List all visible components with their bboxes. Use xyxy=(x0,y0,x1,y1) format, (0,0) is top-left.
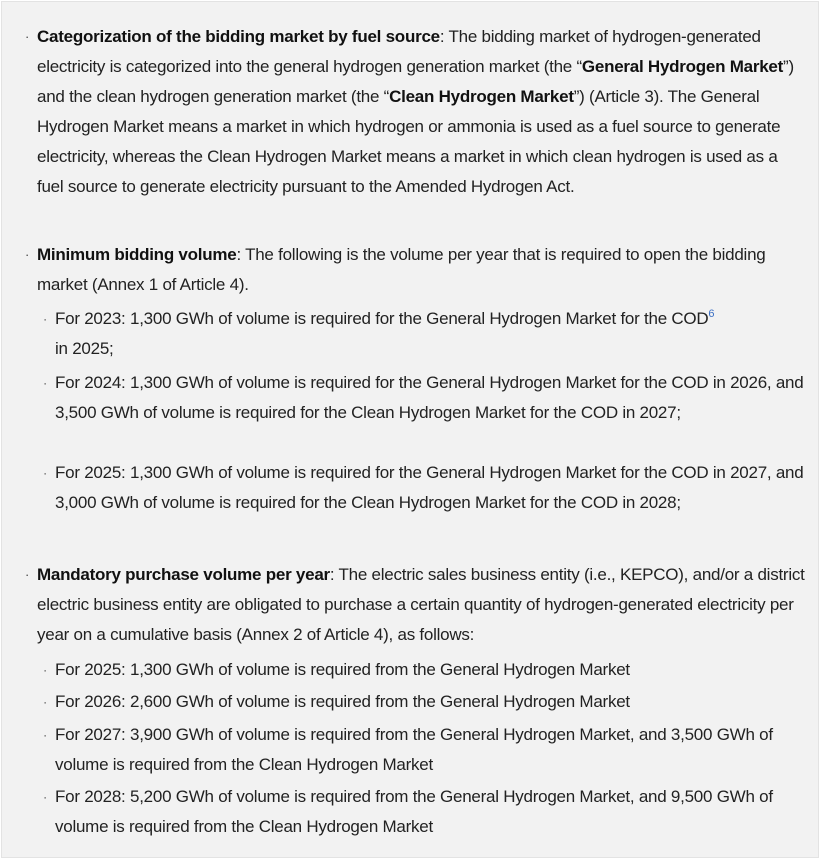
bullet-item-mandatory-purchase xyxy=(20,560,806,650)
bullet-item-min-bidding-volume xyxy=(20,240,806,300)
bullet-marker: · xyxy=(24,29,30,44)
bullet-marker: · xyxy=(24,247,30,262)
item-lead: Minimum bidding volume xyxy=(37,245,237,264)
item-lead: Categorization of the bidding market by fuel source xyxy=(37,27,440,46)
sub-bullet-item: · For 2024: 1,300 GWh of volume is required for the General Hydrogen Market for the COD in 2026, and 3,500 GWh of volume is required for the Clean Hydrogen Market for the COD in 2027; xyxy=(38,368,808,428)
footnote-ref[interactable]: 6 xyxy=(708,308,715,320)
bullet-item-fuel-source xyxy=(20,22,806,202)
document-panel xyxy=(1,1,819,858)
sub-bullet-marker: · xyxy=(43,663,47,677)
bullet-text: Mandatory purchase volume per year: The electric sales business entity (i.e., KEPCO), and/or a district electric business entity are obligated to purchase a certain quantity of hydrogen-generated electricity per year on a cumulative basis (Annex 2 of Article 4), as follows: xyxy=(37,565,805,644)
bullet-text: Minimum bidding volume: The following is the volume per year that is required to open the bidding market (Annex 1 of Article 4). xyxy=(37,245,766,294)
sub-bullet-marker: · xyxy=(43,466,47,480)
defined-term: General Hydrogen Market xyxy=(581,57,784,76)
sub-bullet-item: · For 2025: 1,300 GWh of volume is required from the General Hydrogen Market xyxy=(38,655,808,685)
bullet-text: Categorization of the bidding market by fuel source: The bidding market of hydrogen-generated electricity is categorized into the general hydrogen generation market (the “General Hydrogen Market”) and the clean hydrogen generation market (the “Clean Hydrogen Market”) (Article 3). The General Hydrogen Market means a market in which hydrogen or ammonia is used as a fuel source to generate electricity, whereas the Clean Hydrogen Market means a market in which clean hydrogen is used as a fuel source to generate electricity pursuant to the Amended Hydrogen Act. xyxy=(37,27,794,196)
sub-bullet-marker: · xyxy=(43,790,47,804)
sub-bullet-item: · For 2027: 3,900 GWh of volume is required from the General Hydrogen Market, and 3,500 GWh of volume is required from the Clean Hydrogen Market xyxy=(38,720,808,780)
sub-bullet-marker: · xyxy=(43,312,47,326)
defined-term: Clean Hydrogen Market xyxy=(389,87,574,106)
sub-bullet-item: · For 2025: 1,300 GWh of volume is required for the General Hydrogen Market for the COD in 2027, and 3,000 GWh of volume is required for the Clean Hydrogen Market for the COD in 2028; xyxy=(38,458,808,518)
sub-bullet-item: · For 2026: 2,600 GWh of volume is required from the General Hydrogen Market xyxy=(38,687,808,717)
sub-bullet-marker: · xyxy=(43,728,47,742)
item-lead: Mandatory purchase volume per year xyxy=(37,565,330,584)
sub-bullet-item: · For 2023: 1,300 GWh of volume is required for the General Hydrogen Market for the COD$^6$ in 2025; xyxy=(38,304,808,364)
sub-bullet-item: · For 2028: 5,200 GWh of volume is required from the General Hydrogen Market, and 9,500 GWh of volume is required from the Clean Hydrogen Market xyxy=(38,782,808,842)
sub-bullet-marker: · xyxy=(43,376,47,390)
bullet-marker: · xyxy=(24,567,30,582)
sub-bullet-marker: · xyxy=(43,695,47,709)
